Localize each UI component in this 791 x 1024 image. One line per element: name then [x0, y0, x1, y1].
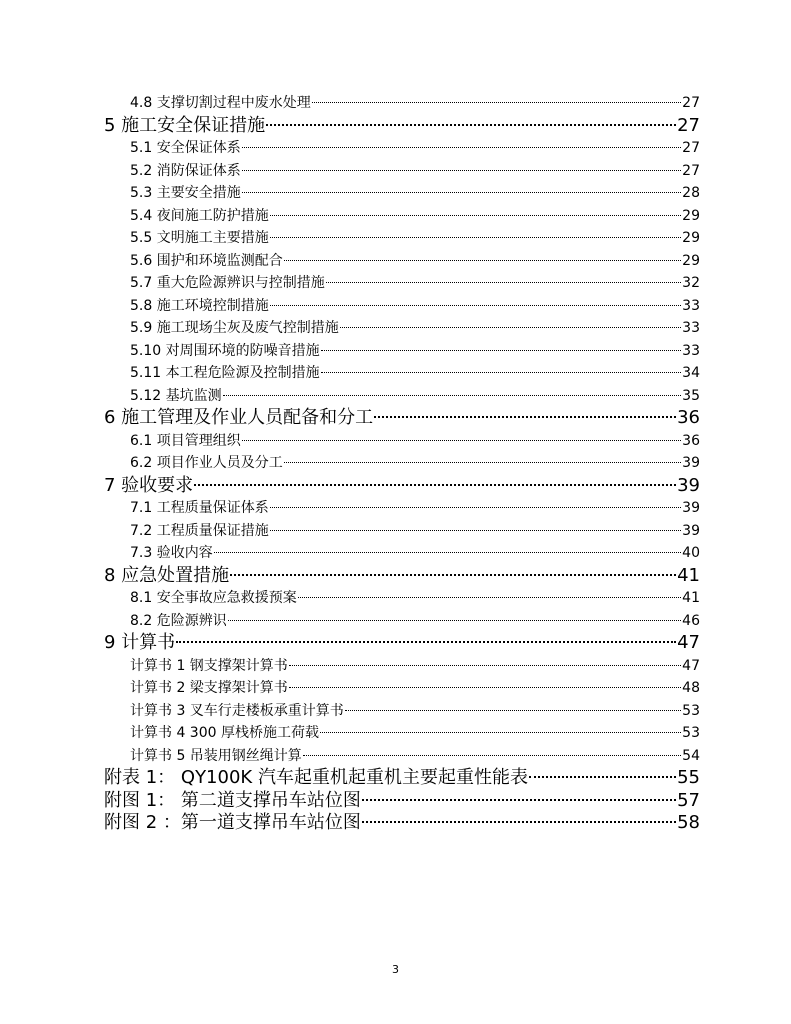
- toc-entry-section[interactable]: [104, 520, 700, 543]
- toc-dot-leader: [362, 821, 676, 823]
- toc-entry-label: 附图 1： 第二道支撑吊车站位图: [104, 789, 361, 811]
- toc-entry-chapter[interactable]: [104, 790, 700, 813]
- toc-entry-section[interactable]: [104, 227, 700, 250]
- toc-entry-section[interactable]: [104, 610, 700, 633]
- toc-entry-page-number: 33: [682, 320, 700, 336]
- toc-entry-page-number: 33: [682, 342, 700, 359]
- toc-entry-page-number: 27: [682, 162, 700, 179]
- toc-dot-leader: [230, 574, 676, 576]
- toc-entry-page-number: 28: [682, 185, 700, 201]
- toc-entry-section[interactable]: [104, 272, 700, 295]
- toc-dot-leader: [223, 395, 682, 396]
- toc-dot-leader: [374, 416, 676, 418]
- toc-dot-leader: [340, 327, 681, 328]
- toc-entry-section[interactable]: [104, 722, 700, 745]
- toc-entry-page-number: 32: [682, 275, 700, 291]
- toc-entry-section[interactable]: [104, 160, 700, 183]
- toc-entry-section[interactable]: [104, 677, 700, 700]
- toc-entry-label: 计算书 4 300 厚栈桥施工荷载: [130, 725, 319, 741]
- toc-entry-label: 5.5 文明施工主要措施: [130, 230, 269, 246]
- toc-entry-chapter[interactable]: [104, 407, 700, 430]
- toc-dot-leader: [289, 665, 681, 666]
- toc-entry-section[interactable]: [104, 700, 700, 723]
- toc-entry-section[interactable]: [104, 745, 700, 768]
- toc-dot-leader: [242, 147, 681, 148]
- toc-entry-chapter[interactable]: [104, 565, 700, 588]
- toc-dot-leader: [284, 462, 681, 463]
- toc-entry-page-number: 55: [677, 767, 700, 788]
- toc-entry-label: 5 施工安全保证措施: [104, 114, 266, 136]
- toc-dot-leader: [320, 732, 681, 733]
- toc-dot-leader: [298, 597, 681, 598]
- toc-entry-label: 5.9 施工现场尘灰及废气控制措施: [130, 320, 339, 336]
- toc-entry-page-number: 29: [682, 252, 700, 269]
- toc-entry-label: 5.10 对周围环境的防噪音措施: [130, 342, 320, 359]
- toc-entry-page-number: 47: [682, 657, 700, 674]
- toc-entry-label: 计算书 5 吊装用钢丝绳计算: [130, 747, 302, 764]
- toc-entry-page-number: 57: [677, 789, 700, 811]
- toc-entry-label: 计算书 3 叉车行走楼板承重计算书: [130, 702, 344, 719]
- toc-entry-page-number: 47: [677, 632, 700, 653]
- toc-entry-page-number: 58: [677, 812, 700, 833]
- toc-dot-leader: [214, 552, 681, 553]
- toc-entry-label: 5.11 本工程危险源及控制措施: [130, 365, 320, 381]
- toc-entry-page-number: 41: [677, 564, 700, 586]
- toc-entry-section[interactable]: [104, 92, 700, 115]
- toc-entry-label: 附表 1： QY100K 汽车起重机起重机主要起重性能表: [104, 767, 528, 788]
- toc-entry-section[interactable]: [104, 452, 700, 475]
- toc-entry-section[interactable]: [104, 430, 700, 453]
- toc-entry-label: 5.2 消防保证体系: [130, 162, 241, 179]
- toc-entry-page-number: 33: [682, 297, 700, 314]
- toc-entry-label: 6 施工管理及作业人员配备和分工: [104, 407, 374, 428]
- toc-entry-section[interactable]: [104, 250, 700, 273]
- toc-entry-section[interactable]: [104, 655, 700, 678]
- toc-dot-leader: [529, 776, 676, 778]
- toc-dot-leader: [362, 799, 676, 801]
- toc-entry-label: 5.12 基坑监测: [130, 387, 222, 404]
- toc-entry-page-number: 27: [677, 114, 700, 136]
- toc-dot-leader: [312, 102, 681, 103]
- toc-entry-page-number: 41: [682, 590, 700, 606]
- toc-dot-leader: [270, 305, 681, 306]
- toc-entry-chapter[interactable]: [104, 115, 700, 138]
- toc-entry-section[interactable]: [104, 385, 700, 408]
- toc-entry-label: 6.2 项目作业人员及分工: [130, 455, 283, 471]
- toc-entry-section[interactable]: [104, 182, 700, 205]
- toc-entry-page-number: 27: [682, 95, 700, 111]
- toc-entry-page-number: 29: [682, 207, 700, 224]
- toc-dot-leader: [303, 755, 681, 756]
- toc-entry-section[interactable]: [104, 587, 700, 610]
- toc-entry-label: 5.8 施工环境控制措施: [130, 297, 269, 314]
- toc-entry-section[interactable]: [104, 205, 700, 228]
- toc-entry-label: 7.1 工程质量保证体系: [130, 500, 269, 516]
- toc-entry-section[interactable]: [104, 137, 700, 160]
- toc-entry-page-number: 34: [682, 365, 700, 381]
- toc-entry-label: 6.1 项目管理组织: [130, 432, 241, 449]
- toc-entry-page-number: 39: [682, 455, 700, 471]
- toc-entry-label: 计算书 1 钢支撑架计算书: [130, 657, 288, 674]
- toc-dot-leader: [321, 372, 682, 373]
- toc-dot-leader: [284, 260, 681, 261]
- toc-entry-label: 4.8 支撑切割过程中废水处理: [130, 95, 311, 111]
- toc-entry-label: 5.1 安全保证体系: [130, 140, 241, 156]
- toc-dot-leader: [321, 350, 682, 351]
- toc-dot-leader: [242, 440, 681, 441]
- toc-entry-label: 7 验收要求: [104, 474, 194, 496]
- toc-entry-page-number: 29: [682, 230, 700, 246]
- toc-dot-leader: [270, 507, 681, 508]
- toc-entry-label: 5.7 重大危险源辨识与控制措施: [130, 275, 325, 291]
- toc-dot-leader: [289, 687, 681, 688]
- toc-dot-leader: [242, 170, 681, 171]
- toc-dot-leader: [270, 215, 681, 216]
- table-of-contents: [104, 92, 700, 835]
- toc-entry-page-number: 53: [682, 725, 700, 741]
- toc-dot-leader: [326, 282, 681, 283]
- toc-entry-chapter[interactable]: [104, 632, 700, 655]
- toc-entry-label: 7.2 工程质量保证措施: [130, 522, 269, 539]
- toc-dot-leader: [242, 192, 681, 193]
- toc-entry-page-number: 48: [682, 680, 700, 696]
- toc-entry-label: 附图 2 ：第一道支撑吊车站位图: [104, 812, 361, 833]
- toc-entry-label: 计算书 2 梁支撑架计算书: [130, 680, 288, 696]
- toc-entry-page-number: 53: [682, 702, 700, 719]
- toc-entry-chapter[interactable]: [104, 812, 700, 835]
- toc-entry-page-number: 35: [682, 387, 700, 404]
- toc-dot-leader: [194, 484, 676, 486]
- toc-entry-chapter[interactable]: [104, 475, 700, 498]
- toc-dot-leader: [270, 530, 681, 531]
- page-number: 3: [392, 963, 399, 976]
- toc-entry-section[interactable]: [104, 362, 700, 385]
- toc-entry-chapter[interactable]: [104, 767, 700, 790]
- toc-entry-page-number: 27: [682, 140, 700, 156]
- toc-entry-label: 5.3 主要安全措施: [130, 185, 241, 201]
- toc-entry-page-number: 40: [682, 545, 700, 561]
- toc-dot-leader: [270, 237, 681, 238]
- toc-entry-label: 8 应急处置措施: [104, 564, 230, 586]
- toc-entry-label: 5.4 夜间施工防护措施: [130, 207, 269, 224]
- toc-dot-leader: [266, 124, 676, 126]
- toc-entry-page-number: 39: [682, 522, 700, 539]
- toc-dot-leader: [228, 620, 681, 621]
- toc-dot-leader: [176, 641, 676, 643]
- toc-entry-label: 9 计算书: [104, 632, 176, 653]
- toc-entry-label: 8.2 危险源辨识: [130, 612, 227, 629]
- toc-entry-section[interactable]: [104, 497, 700, 520]
- toc-entry-page-number: 39: [677, 474, 700, 496]
- toc-entry-page-number: 54: [682, 747, 700, 764]
- toc-entry-section[interactable]: [104, 340, 700, 363]
- toc-entry-page-number: 39: [682, 500, 700, 516]
- toc-entry-page-number: 46: [682, 612, 700, 629]
- toc-dot-leader: [345, 710, 681, 711]
- toc-entry-label: 8.1 安全事故应急救援预案: [130, 590, 297, 606]
- toc-entry-page-number: 36: [682, 432, 700, 449]
- toc-entry-section[interactable]: [104, 542, 700, 565]
- toc-entry-label: 5.6 围护和环境监测配合: [130, 252, 283, 269]
- toc-entry-section[interactable]: [104, 317, 700, 340]
- toc-entry-page-number: 36: [677, 407, 700, 428]
- toc-entry-section[interactable]: [104, 295, 700, 318]
- toc-entry-label: 7.3 验收内容: [130, 545, 213, 561]
